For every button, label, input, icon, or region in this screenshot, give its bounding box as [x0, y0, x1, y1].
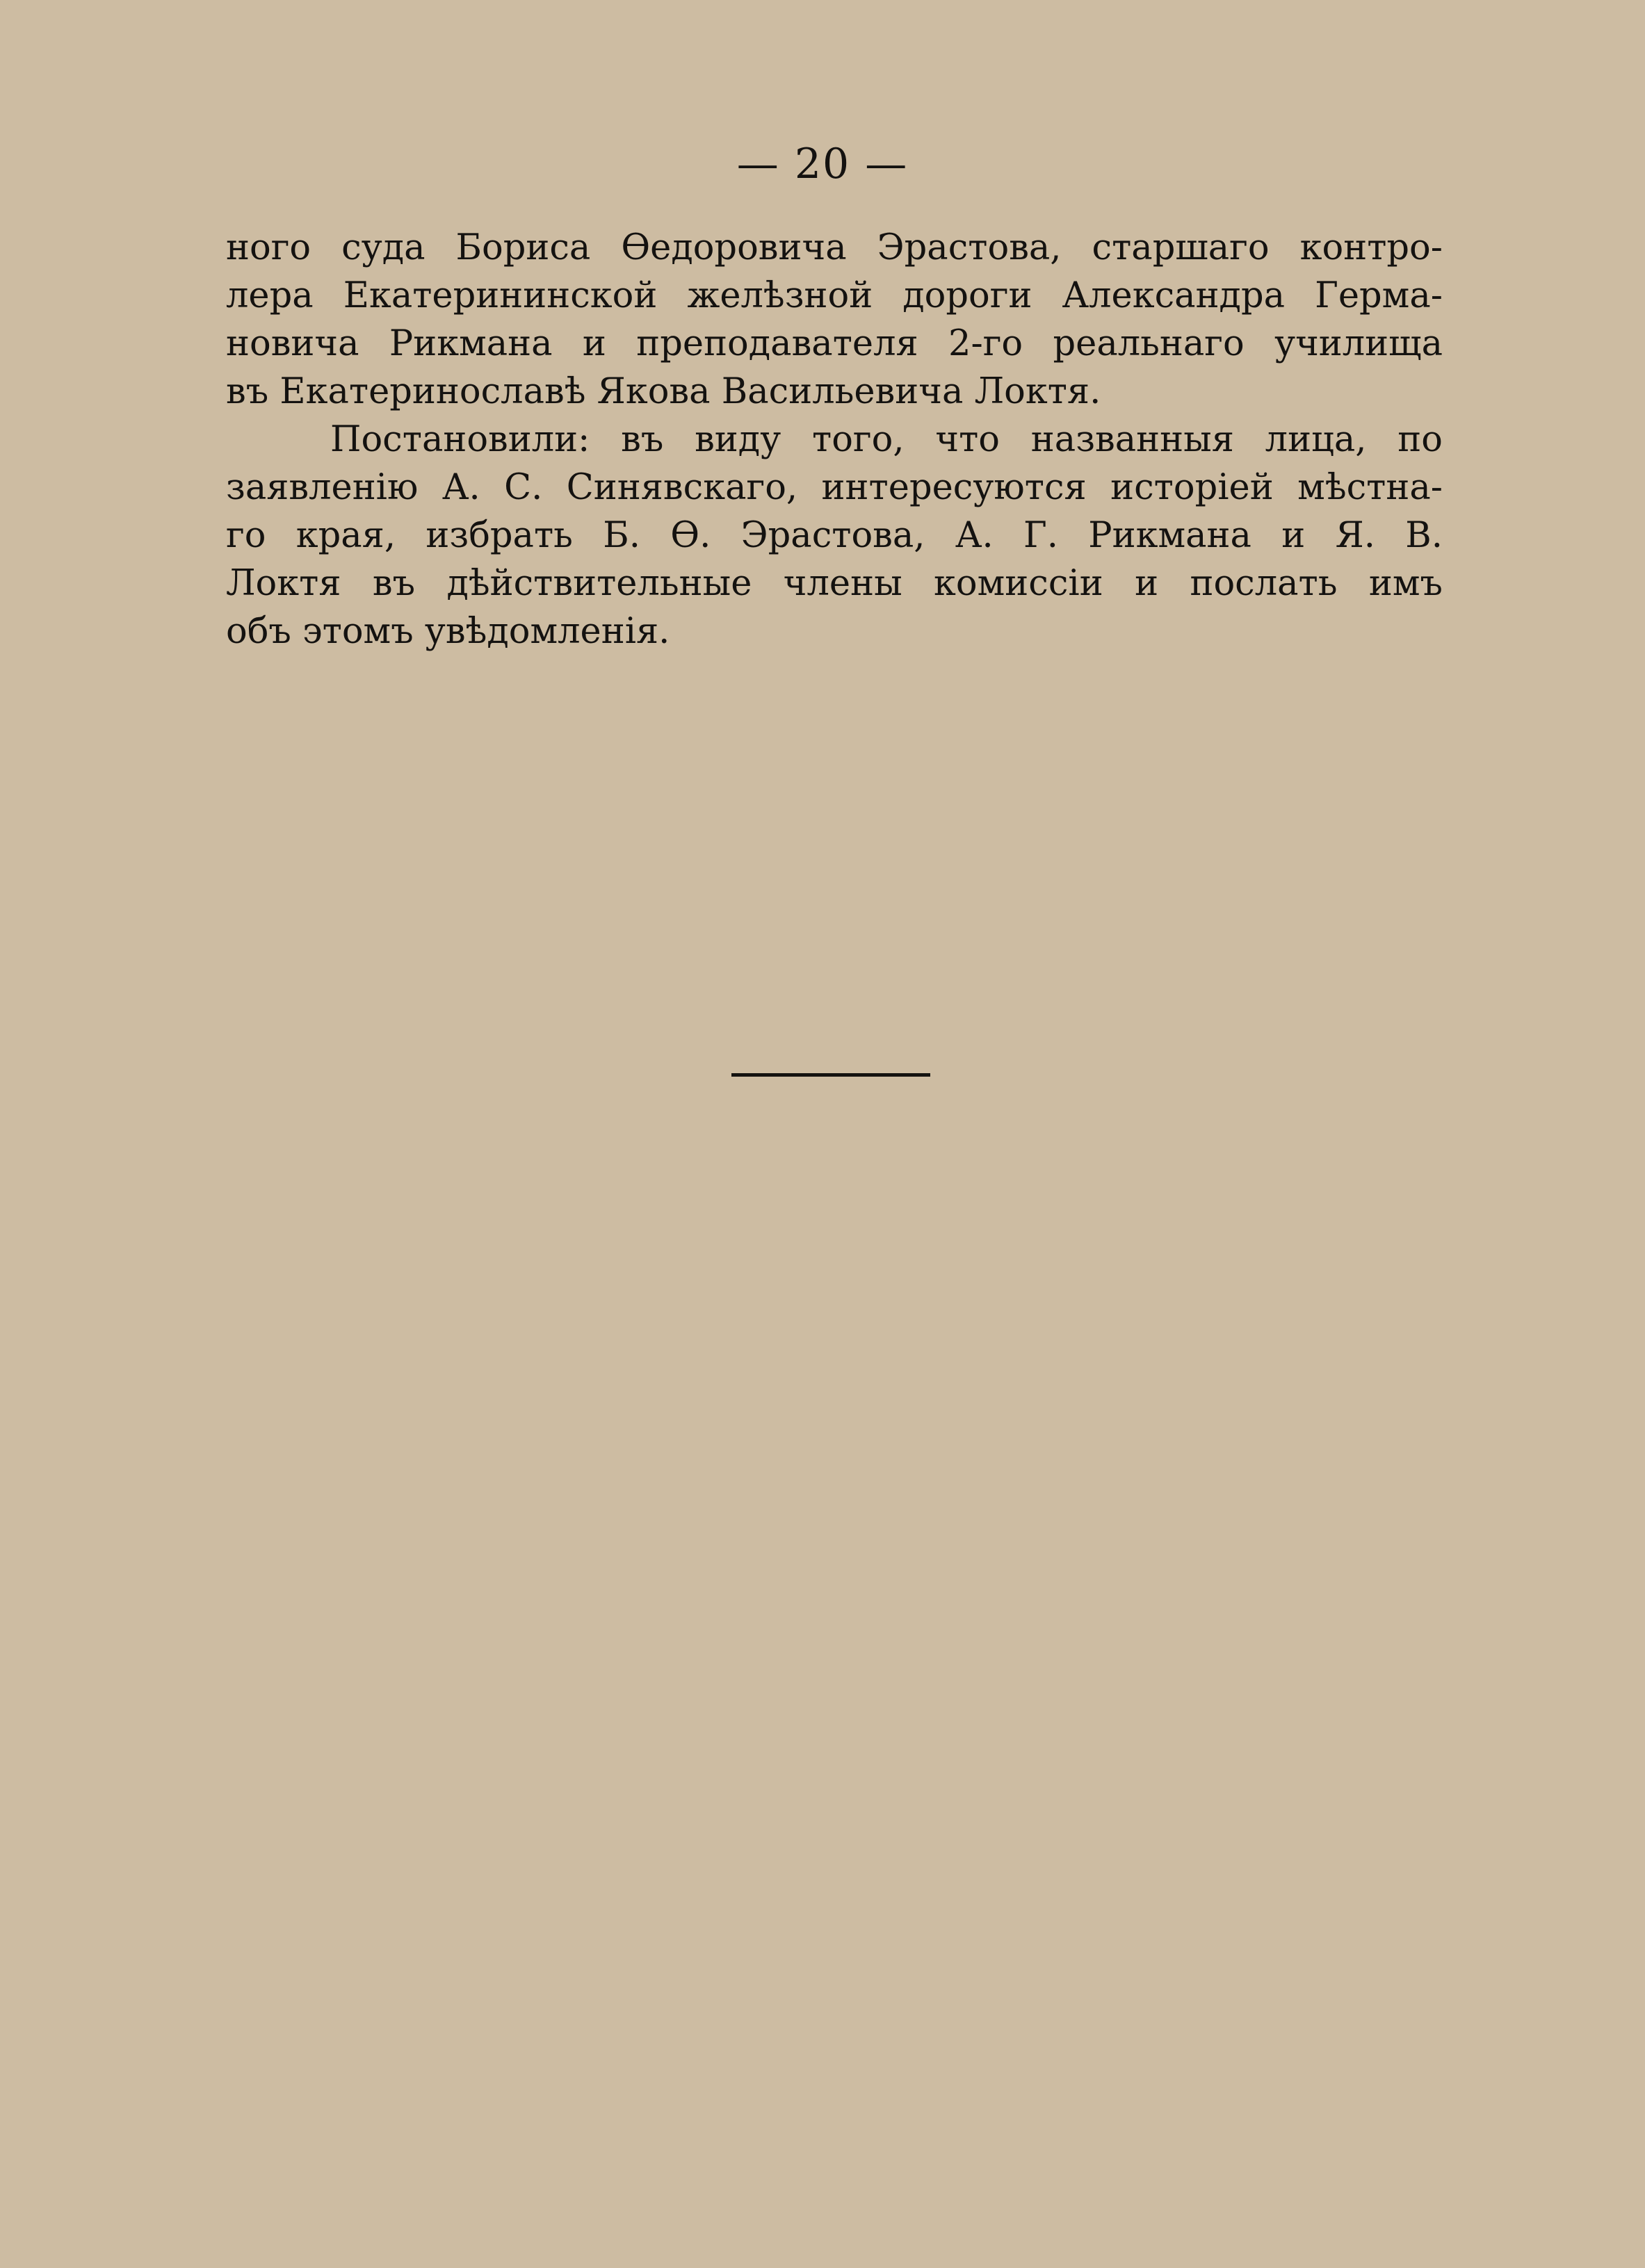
- text-line: лера Екатерининской желѣзной дороги Александра Герма-: [226, 275, 1443, 316]
- text-line: го края, избрать Б. Ө. Эрастова, А. Г. Рикмана и Я. В.: [226, 515, 1443, 556]
- text-line: ного суда Бориса Өедоровича Эрастова, старшаго контро-: [226, 227, 1443, 268]
- text-line: объ этомъ увѣдомленія.: [226, 611, 670, 652]
- body-text: [226, 224, 1443, 655]
- text-line: новича Рикмана и преподавателя 2-го реальнаго училища: [226, 323, 1443, 364]
- text-line: заявленію А. С. Синявскаго, интересуются исторіей мѣстна-: [226, 467, 1443, 508]
- text-line: въ Екатеринославѣ Якова Васильевича Локтя.: [226, 371, 1101, 412]
- text-line: Постановили: въ виду того, что названныя лица, по: [330, 419, 1443, 460]
- page-number: — 20 —: [736, 140, 909, 188]
- text-line: Локтя въ дѣйствительные члены комиссіи и послать имъ: [226, 563, 1443, 604]
- section-divider: [731, 1073, 930, 1077]
